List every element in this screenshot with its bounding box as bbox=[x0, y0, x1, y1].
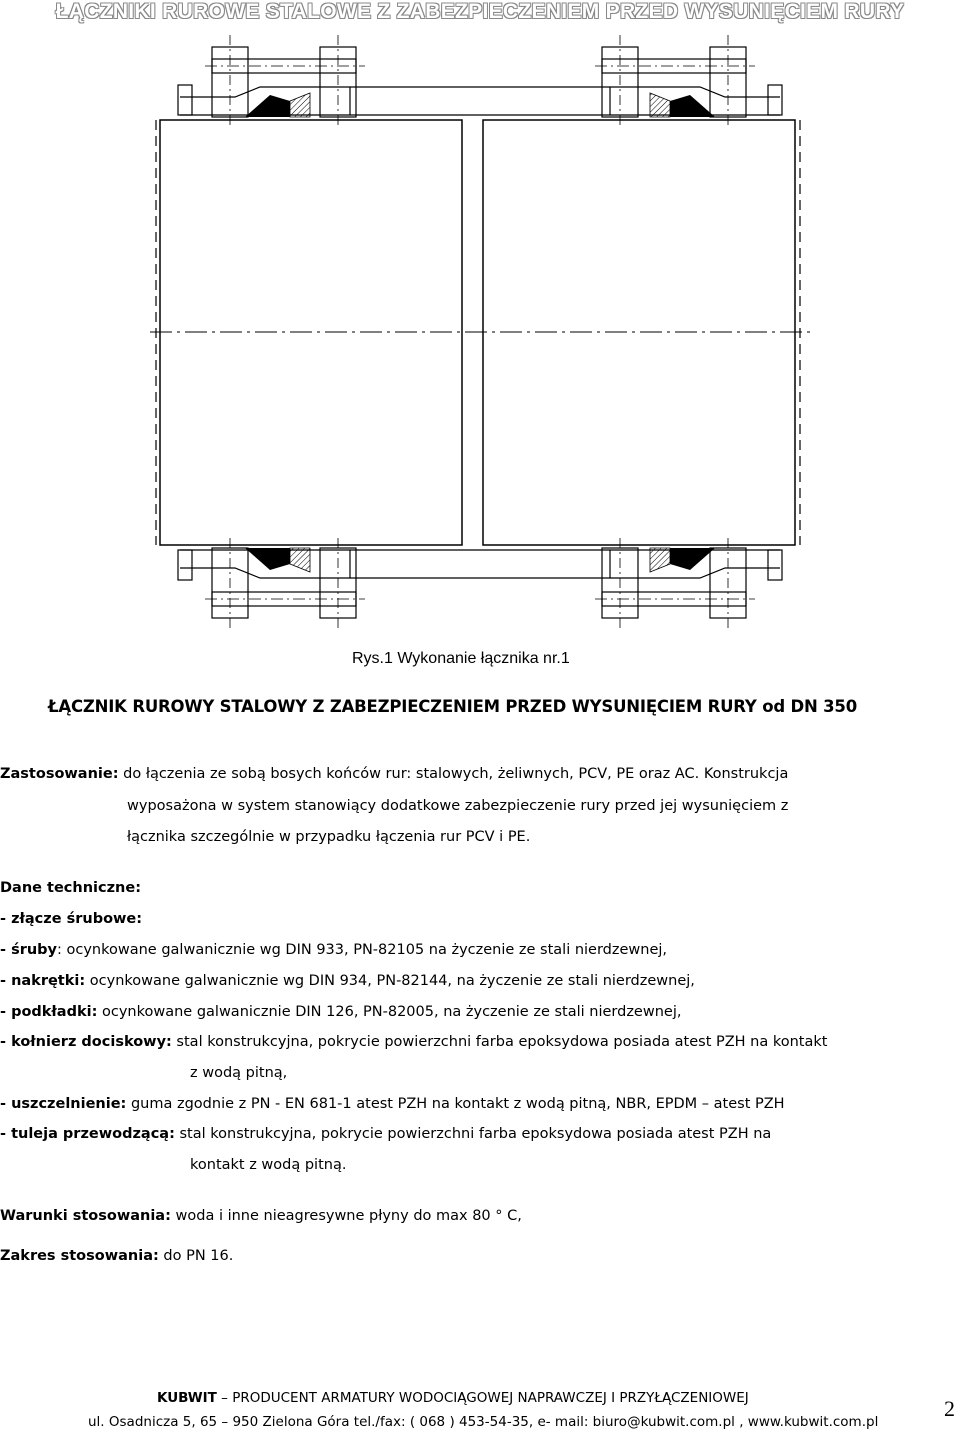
spec-tuleja bbox=[0, 1126, 771, 1142]
zastosowanie-line-3: łącznika szczególnie w przypadku łączenia rur PCV i PE. bbox=[127, 829, 531, 845]
footer-company: KUBWIT bbox=[157, 1390, 217, 1406]
tech-heading-text: Dane techniczne: bbox=[0, 880, 141, 896]
figure-caption: Rys.1 Wykonanie łącznika nr.1 bbox=[352, 650, 570, 667]
spec-kolnierz-text: stal konstrukcyjna, pokrycie powierzchni farba epoksydowa posiada atest PZH na kontakt bbox=[171, 1034, 828, 1050]
spec-kolnierz-cont: z wodą pitną, bbox=[190, 1065, 288, 1081]
warunki-label: Warunki stosowania: bbox=[0, 1208, 171, 1224]
spec-nakretki bbox=[0, 973, 695, 989]
zlacze-heading-text: - złącze śrubowe: bbox=[0, 911, 143, 927]
spec-sruby-text: : ocynkowane galwanicznie wg DIN 933, PN-82105 na życzenie ze stali nierdzewnej, bbox=[57, 942, 668, 958]
footer-company-line bbox=[157, 1390, 749, 1406]
spec-uszczelnienie-text: guma zgodnie z PN - EN 681-1 atest PZH na kontakt z wodą pitną, NBR, EPDM – atest PZH bbox=[126, 1096, 785, 1112]
spec-nakretki-text: ocynkowane galwanicznie wg DIN 934, PN-82144, na życzenie ze stali nierdzewnej, bbox=[85, 973, 695, 989]
spec-kolnierz bbox=[0, 1034, 827, 1050]
page-number: 2 bbox=[944, 1396, 955, 1421]
zakres-label: Zakres stosowania: bbox=[0, 1248, 159, 1264]
zastosowanie-label: Zastosowanie: bbox=[0, 766, 119, 782]
spec-uszczelnienie-label: - uszczelnienie: bbox=[0, 1096, 127, 1112]
spec-podkladki bbox=[0, 1004, 681, 1020]
spec-sruby bbox=[0, 942, 667, 958]
zakres-text: do PN 16. bbox=[158, 1248, 234, 1264]
spec-nakretki-label: - nakrętki: bbox=[0, 973, 86, 989]
spec-uszczelnienie bbox=[0, 1096, 785, 1112]
zastosowanie-text-1: do łączenia ze sobą bosych końców rur: stalowych, żeliwnych, PCV, PE oraz AC. Konstrukcja bbox=[118, 766, 789, 782]
left-pipe bbox=[160, 120, 462, 545]
zastosowanie-line-1 bbox=[0, 766, 788, 782]
footer-address: ul. Osadnicza 5, 65 – 950 Zielona Góra tel./fax: ( 068 ) 453-54-35, e- mail: biuro@kubwit.com.pl , www.kubwit.com.pl bbox=[88, 1414, 879, 1430]
spec-sruby-label: - śruby bbox=[0, 942, 58, 958]
spec-podkladki-text: ocynkowane galwanicznie DIN 126, PN-82005, na życzenie ze stali nierdzewnej, bbox=[97, 1004, 682, 1020]
warunki-line bbox=[0, 1208, 522, 1224]
spec-tuleja-label: - tuleja przewodzącą: bbox=[0, 1126, 175, 1142]
spec-tuleja-cont: kontakt z wodą pitną. bbox=[190, 1157, 347, 1173]
right-pipe bbox=[483, 120, 795, 545]
zastosowanie-line-2: wyposażona w system stanowiący dodatkowe zabezpieczenie rury przed jej wysunięciem z bbox=[127, 798, 789, 814]
tech-heading bbox=[0, 880, 141, 896]
warunki-text: woda i inne nieagresywne płyny do max 80 ° C, bbox=[170, 1208, 522, 1224]
zakres-line bbox=[0, 1248, 233, 1264]
spec-kolnierz-label: - kołnierz dociskowy: bbox=[0, 1034, 172, 1050]
document-header: ŁĄCZNIKI RUROWE STALOWE Z ZABEZPIECZENIEM PRZED WYSUNIĘCIEM RURY bbox=[55, 0, 905, 23]
footer-company-desc: – PRODUCENT ARMATURY WODOCIĄGOWEJ NAPRAWCZEJ I PRZYŁĄCZENIOWEJ bbox=[216, 1390, 749, 1406]
coupling-technical-drawing bbox=[150, 35, 810, 630]
zlacze-heading bbox=[0, 911, 142, 927]
section-title: ŁĄCZNIK RUROWY STALOWY Z ZABEZPIECZENIEM PRZED WYSUNIĘCIEM RURY od DN 350 bbox=[48, 697, 857, 716]
spec-tuleja-text: stal konstrukcyjna, pokrycie powierzchni farba epoksydowa posiada atest PZH na bbox=[174, 1126, 772, 1142]
spec-podkladki-label: - podkładki: bbox=[0, 1004, 98, 1020]
